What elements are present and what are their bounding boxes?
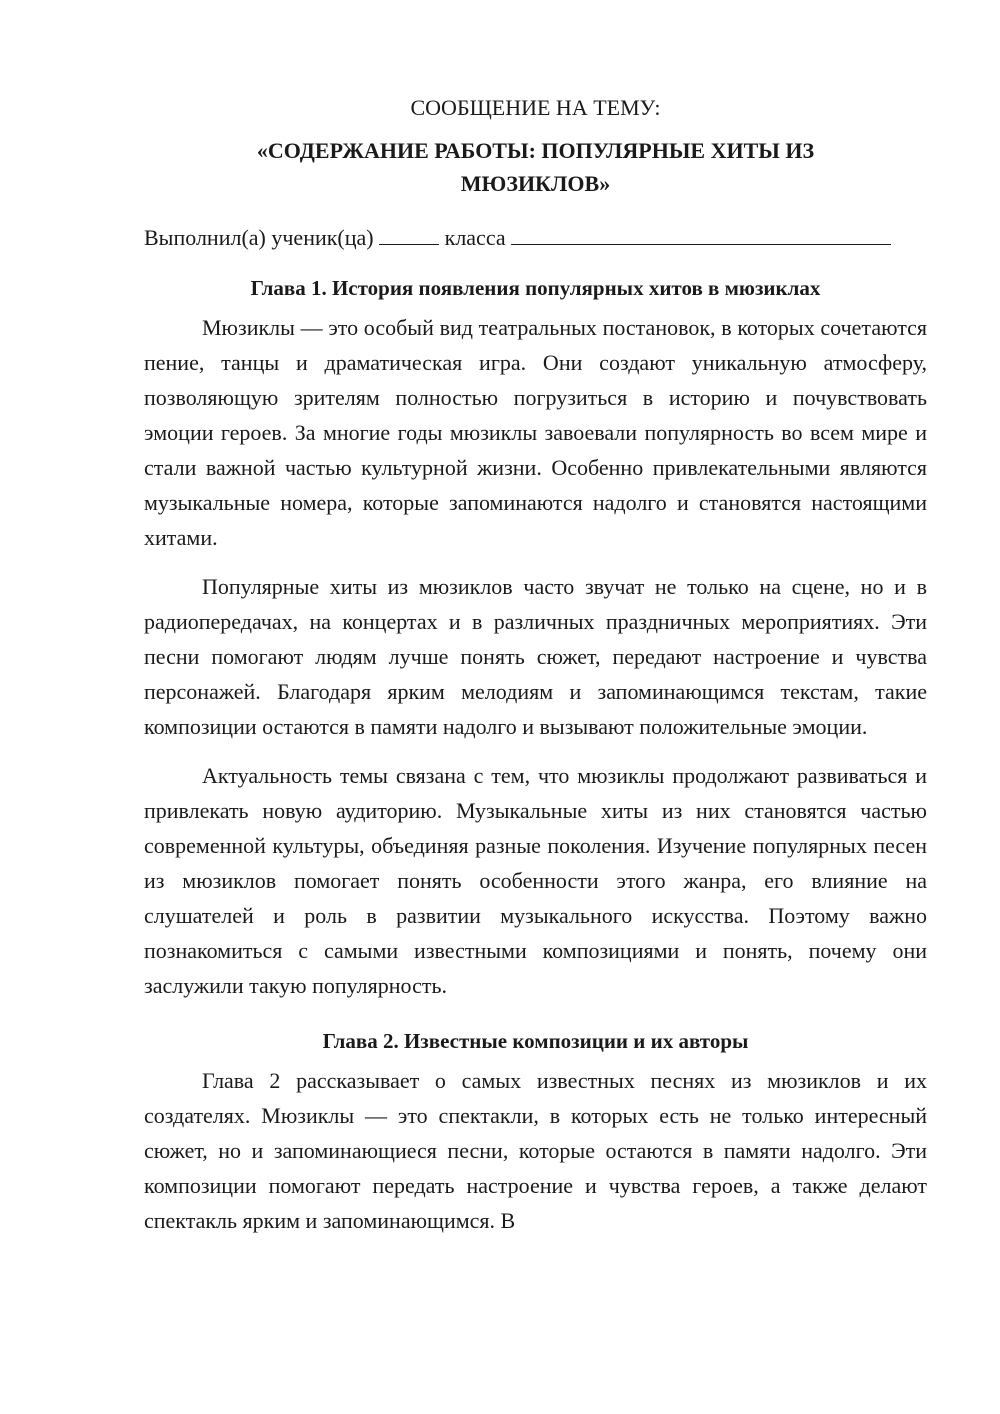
document-page [144,92,927,1238]
chapter-1-paragraph-2: Популярные хиты из мюзиклов часто звучат не только на сцене, но и в радиопередачах, на концертах и в различных праздничных мероприятиях. Эти песни помогают людям лучше понять сюжет, передают настроение и чувства персонажей. Благодаря ярким мелодиям и запоминающимся текстам, такие композиции остаются в памяти надолго и вызывают положительные эмоции. [144,574,927,739]
title-line-2: МЮЗИКЛОВ» [460,171,611,196]
document-header: СООБЩЕНИЕ НА ТЕМУ: [410,95,661,120]
author-line [144,222,927,254]
document-title [144,134,927,200]
title-line-1: «СОДЕРЖАНИЕ РАБОТЫ: ПОПУЛЯРНЫЕ ХИТЫ ИЗ [256,138,815,163]
chapter-1-paragraph-1: Мюзиклы — это особый вид театральных постановок, в которых сочетаются пение, танцы и драматическая игра. Они создают уникальную атмосферу, позволяющую зрителям полностью погрузиться в историю и почувствовать эмоции героев. За многие годы мюзиклы завоевали популярность во всем мире и стали важной частью культурной жизни. Особенно привлекательными являются музыкальные номера, которые запоминаются надолго и становятся настоящими хитами. [144,315,927,550]
chapter-2-paragraph-1: Глава 2 рассказывает о самых известных песнях из мюзиклов и их создателях. Мюзиклы — это спектакли, в которых есть не только интересный сюжет, но и запоминающиеся песни, которые остаются в памяти надолго. Эти композиции помогают передать настроение и чувства героев, а также делают спектакль ярким и запоминающимся. В [144,1068,927,1233]
author-prefix: Выполнил(а) ученик(ца) [144,225,374,250]
author-class-label: класса [444,225,506,250]
name-blank-field[interactable] [511,222,891,245]
chapter-1-title: Глава 1. История появления популярных хитов в мюзиклах [250,276,821,300]
grade-blank-field[interactable] [379,222,439,245]
chapter-2-title: Глава 2. Известные композиции и их авторы [322,1029,749,1053]
chapter-1-paragraph-3: Актуальность темы связана с тем, что мюзиклы продолжают развиваться и привлекать новую аудиторию. Музыкальные хиты из них становятся частью современной культуры, объединяя разные поколения. Изучение популярных песен из мюзиклов помогает понять особенности этого жанра, его влияние на слушателей и роль в развитии музыкального искусства. Поэтому важно познакомиться с самыми известными композициями и понять, почему они заслужили такую популярность. [144,763,927,998]
